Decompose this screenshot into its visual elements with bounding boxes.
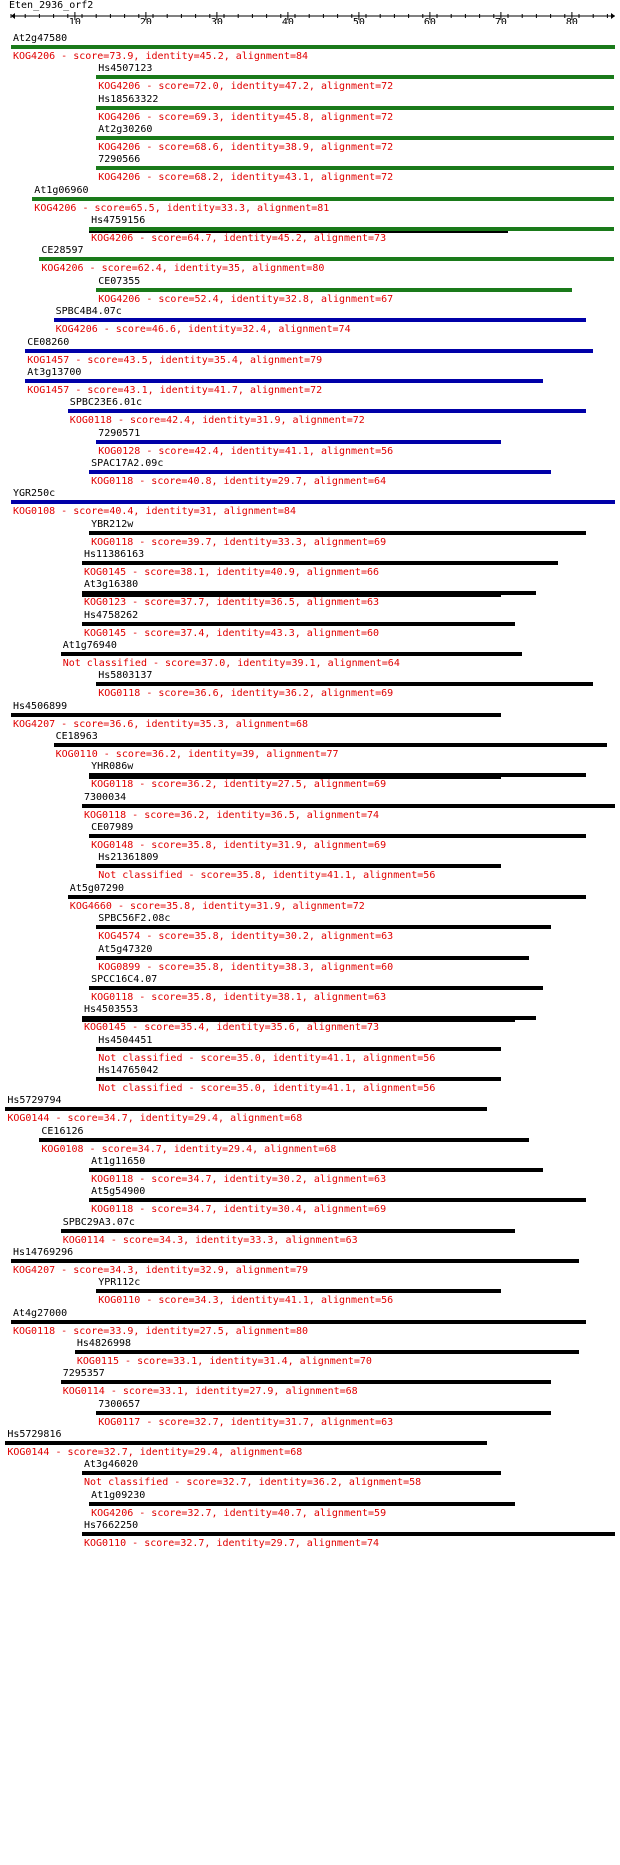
hit-details: KOG4206 - score=32.7, identity=40.7, alignment=59 xyxy=(91,1507,387,1519)
alignment-bar[interactable] xyxy=(89,834,586,838)
ruler-tick-label: 80 xyxy=(565,17,578,24)
hit-name[interactable]: CE16126 xyxy=(41,1125,84,1137)
hit-details: KOG0145 - score=38.1, identity=40.9, alignment=66 xyxy=(84,566,380,578)
hit-details: KOG1457 - score=43.5, identity=35.4, alignment=79 xyxy=(27,354,323,366)
hit-name[interactable]: CE18963 xyxy=(55,731,98,743)
hit-details: KOG1457 - score=43.1, identity=41.7, alignment=72 xyxy=(27,384,323,396)
hit-details: KOG0118 - score=33.9, identity=27.5, alignment=80 xyxy=(13,1325,309,1337)
hit-details: Not classified - score=37.0, identity=39.1, alignment=64 xyxy=(62,658,400,669)
ruler-tick-label: 60 xyxy=(423,17,436,24)
alignment-bar[interactable] xyxy=(61,1229,515,1233)
hit-name[interactable]: At3g16380 xyxy=(84,579,139,591)
ruler-tick-label: 70 xyxy=(494,17,507,24)
hit-name[interactable]: CE28597 xyxy=(41,245,84,257)
alignment-bar[interactable] xyxy=(25,379,543,383)
hit-details: KOG4206 - score=65.5, identity=33.3, alignment=81 xyxy=(34,202,330,214)
hit-name[interactable]: Hs4503553 xyxy=(84,1004,139,1016)
hit-details: KOG4206 - score=72.0, identity=47.2, alignment=72 xyxy=(98,81,394,93)
position-ruler xyxy=(0,0,620,24)
hit-details: Not classified - score=35.8, identity=41.1, alignment=56 xyxy=(98,870,436,882)
hit-details: KOG0114 - score=33.1, identity=27.9, alignment=68 xyxy=(62,1386,358,1398)
hit-name[interactable]: At2g47580 xyxy=(13,33,68,44)
ruler-tick-label: 40 xyxy=(281,17,294,24)
hit-name[interactable]: At1g76940 xyxy=(62,640,117,651)
alignment-bar[interactable] xyxy=(39,1138,529,1142)
alignment-bar[interactable] xyxy=(75,1350,579,1354)
hit-name[interactable]: Hs4507123 xyxy=(98,63,153,75)
hit-name[interactable]: Hs18563322 xyxy=(98,93,159,105)
hit-details: KOG4574 - score=35.8, identity=30.2, alignment=63 xyxy=(98,931,394,943)
hit-name[interactable]: CE07355 xyxy=(98,275,141,287)
hit-name[interactable]: YBR212w xyxy=(91,518,134,530)
hit-name[interactable]: Hs14765042 xyxy=(98,1064,159,1076)
alignment-bar[interactable] xyxy=(89,470,551,474)
hit-details: KOG4206 - score=46.6, identity=32.4, alignment=74 xyxy=(55,324,351,336)
alignment-bar[interactable] xyxy=(82,1532,615,1536)
hit-name[interactable]: At5g47320 xyxy=(98,943,153,955)
hit-name[interactable]: At1g06960 xyxy=(34,184,89,196)
hit-details: KOG0148 - score=35.8, identity=31.9, alignment=69 xyxy=(91,840,387,852)
alignment-bar[interactable] xyxy=(5,1107,486,1111)
hit-name[interactable]: Hs21361809 xyxy=(98,852,159,864)
hit-name[interactable]: At5g54900 xyxy=(91,1186,146,1198)
alignment-bar[interactable] xyxy=(96,75,614,79)
alignment-bar[interactable] xyxy=(54,318,587,322)
hit-details: KOG0123 - score=37.7, identity=36.5, alignment=63 xyxy=(84,597,380,609)
alignment-bar[interactable] xyxy=(96,288,572,292)
hit-name[interactable]: YPR112c xyxy=(98,1277,141,1289)
hit-name[interactable]: YGR250c xyxy=(13,488,56,500)
hit-details: KOG0145 - score=35.4, identity=35.6, alignment=73 xyxy=(84,1022,380,1034)
hit-details: KOG0118 - score=36.2, identity=27.5, alignment=69 xyxy=(91,779,387,791)
hit-name[interactable]: At3g46020 xyxy=(84,1459,139,1471)
hit-details: KOG0108 - score=40.4, identity=31, alignment=84 xyxy=(13,506,296,518)
alignment-bar[interactable] xyxy=(96,1411,550,1415)
alignment-bar[interactable] xyxy=(11,500,615,504)
hit-name[interactable]: At5g07290 xyxy=(69,882,124,894)
hit-name[interactable]: Hs5729816 xyxy=(7,1429,62,1441)
ruler-right-arrow-icon xyxy=(611,13,615,19)
alignment-bar[interactable] xyxy=(39,257,614,261)
hit-details: KOG0128 - score=42.4, identity=41.1, alignment=56 xyxy=(98,445,394,457)
hit-name[interactable]: Hs4506899 xyxy=(13,700,68,712)
alignment-bar[interactable] xyxy=(5,1441,486,1445)
hit-details: KOG4660 - score=35.8, identity=31.9, alignment=72 xyxy=(69,900,365,912)
hit-details: KOG0899 - score=35.8, identity=38.3, alignment=60 xyxy=(98,961,394,973)
hit-name[interactable]: Hs5729794 xyxy=(7,1095,62,1107)
hit-name[interactable]: At4g27000 xyxy=(13,1307,68,1319)
alignment-bar[interactable] xyxy=(89,531,586,535)
hit-details: KOG0117 - score=32.7, identity=31.7, alignment=63 xyxy=(98,1416,394,1428)
ruler-tick-label: 30 xyxy=(210,17,223,24)
alignment-bar[interactable] xyxy=(61,652,523,656)
alignment-bar[interactable] xyxy=(96,682,593,686)
alignment-bar[interactable] xyxy=(96,864,501,868)
hit-name[interactable]: SPCC16C4.07 xyxy=(91,973,158,985)
hit-name[interactable]: YHR086w xyxy=(91,761,134,773)
alignment-bar[interactable] xyxy=(54,743,608,747)
alignment-bar[interactable] xyxy=(96,1077,501,1081)
hit-details: KOG0118 - score=36.2, identity=36.5, alignment=74 xyxy=(84,809,380,821)
hit-details: KOG4206 - score=73.9, identity=45.2, alignment=84 xyxy=(13,51,309,62)
alignment-bar[interactable] xyxy=(96,956,529,960)
hit-details: KOG0144 - score=32.7, identity=29.4, alignment=68 xyxy=(7,1447,303,1459)
hit-name[interactable]: Hs5803137 xyxy=(98,670,153,682)
hit-details: KOG4206 - score=69.3, identity=45.8, alignment=72 xyxy=(98,111,394,123)
hit-details: KOG0118 - score=34.7, identity=30.2, alignment=63 xyxy=(91,1173,387,1185)
hit-name[interactable]: At3g13700 xyxy=(27,366,82,378)
hit-details: KOG0108 - score=34.7, identity=29.4, alignment=68 xyxy=(41,1143,337,1155)
alignment-bar[interactable] xyxy=(89,1168,543,1172)
hit-name[interactable]: Hs4759156 xyxy=(91,215,146,227)
alignment-bar[interactable] xyxy=(82,1471,501,1475)
hit-details: Not classified - score=35.0, identity=41.1, alignment=56 xyxy=(98,1082,436,1094)
hit-name[interactable]: At1g11650 xyxy=(91,1155,146,1167)
hit-name[interactable]: SPBC56F2.08c xyxy=(98,913,171,925)
hit-name[interactable]: CE08260 xyxy=(27,336,70,348)
hit-details: KOG0114 - score=34.3, identity=33.3, alignment=63 xyxy=(62,1234,358,1246)
hit-details: KOG4206 - score=52.4, identity=32.8, alignment=67 xyxy=(98,293,394,305)
hit-name[interactable]: Hs4758262 xyxy=(84,609,139,621)
alignment-bar[interactable] xyxy=(89,1502,515,1506)
alignment-bar[interactable] xyxy=(68,409,586,413)
hit-name[interactable]: At2g30260 xyxy=(98,124,153,136)
hit-details: KOG0118 - score=40.8, identity=29.7, alignment=64 xyxy=(91,475,387,487)
hit-details: Not classified - score=35.0, identity=41.1, alignment=56 xyxy=(98,1052,436,1064)
hit-details: KOG4206 - score=64.7, identity=45.2, alignment=73 xyxy=(91,233,387,245)
ruler-tick-label: 10 xyxy=(68,17,81,24)
query-title: Eten_2936_orf2 xyxy=(9,0,94,11)
alignment-bar[interactable] xyxy=(11,713,501,717)
hit-name[interactable]: 7290571 xyxy=(98,427,141,439)
hit-details: KOG0118 - score=34.7, identity=30.4, alignment=69 xyxy=(91,1204,387,1216)
alignment-bar[interactable] xyxy=(96,1289,501,1293)
alignment-bar[interactable] xyxy=(96,166,614,170)
hit-details: KOG0145 - score=37.4, identity=43.3, alignment=60 xyxy=(84,627,380,639)
alignment-bar[interactable] xyxy=(89,986,543,990)
hit-details: KOG4206 - score=62.4, identity=35, alignment=80 xyxy=(41,263,325,275)
alignment-bar[interactable] xyxy=(96,1047,501,1051)
hit-details: KOG0115 - score=33.1, identity=31.4, alignment=70 xyxy=(76,1356,372,1368)
ruler-left-arrow-icon xyxy=(11,13,15,19)
hit-name[interactable]: 7295357 xyxy=(62,1368,105,1380)
hit-name[interactable]: Hs11386163 xyxy=(84,548,145,560)
hit-name[interactable]: Hs7662250 xyxy=(84,1520,139,1532)
alignment-bar[interactable] xyxy=(89,1198,586,1202)
hit-details: KOG4207 - score=36.6, identity=35.3, alignment=68 xyxy=(13,718,309,730)
ruler-tick-label: 20 xyxy=(139,17,152,24)
hit-details: KOG0110 - score=32.7, identity=29.7, alignment=74 xyxy=(84,1538,380,1550)
alignment-bar[interactable] xyxy=(68,895,586,899)
ruler-tick-label: 50 xyxy=(352,17,365,24)
hit-name[interactable]: CE07989 xyxy=(91,822,134,834)
hit-details: KOG0118 - score=39.7, identity=33.3, alignment=69 xyxy=(91,536,387,548)
alignment-bar[interactable] xyxy=(61,1380,551,1384)
alignment-bar[interactable] xyxy=(25,349,593,353)
alignment-bar[interactable] xyxy=(82,622,515,626)
hit-name[interactable]: Hs4504451 xyxy=(98,1034,153,1046)
alignment-bar[interactable] xyxy=(32,197,614,201)
hit-name[interactable]: 7290566 xyxy=(98,154,141,166)
hit-name[interactable]: At1g09230 xyxy=(91,1489,146,1501)
hit-details: KOG4206 - score=68.6, identity=38.9, alignment=72 xyxy=(98,142,394,154)
hit-name[interactable]: SPBC29A3.07c xyxy=(62,1216,135,1228)
hit-name[interactable]: SPAC17A2.09c xyxy=(91,457,164,469)
alignment-bar[interactable] xyxy=(96,136,614,140)
alignment-bar[interactable] xyxy=(11,1259,579,1263)
hit-name[interactable]: 7300657 xyxy=(98,1398,141,1410)
hit-details: KOG0110 - score=36.2, identity=39, alignment=77 xyxy=(55,749,339,761)
hit-details: KOG4207 - score=34.3, identity=32.9, alignment=79 xyxy=(13,1265,309,1276)
hit-details: KOG4206 - score=68.2, identity=43.1, alignment=72 xyxy=(98,172,394,184)
alignment-bar[interactable] xyxy=(11,1320,586,1324)
hit-details: KOG0118 - score=36.6, identity=36.2, alignment=69 xyxy=(98,688,394,700)
hit-name[interactable]: Hs14769296 xyxy=(13,1247,74,1258)
hit-name[interactable]: Hs4826998 xyxy=(76,1338,132,1350)
hit-details: KOG0118 - score=35.8, identity=38.1, alignment=63 xyxy=(91,991,387,1003)
alignment-bar[interactable] xyxy=(96,440,501,444)
hit-name[interactable]: 7300034 xyxy=(84,791,127,803)
alignment-bar[interactable] xyxy=(82,561,558,565)
hit-details: KOG0144 - score=34.7, identity=29.4, alignment=68 xyxy=(7,1113,303,1125)
alignment-bar[interactable] xyxy=(96,106,614,110)
hit-name[interactable]: SPBC4B4.07c xyxy=(55,306,122,318)
hit-details: KOG0110 - score=34.3, identity=41.1, alignment=56 xyxy=(98,1295,394,1307)
hit-name[interactable]: SPBC23E6.01c xyxy=(69,397,143,409)
alignment-bar[interactable] xyxy=(96,925,550,929)
alignment-bar[interactable] xyxy=(11,45,615,49)
hit-details: KOG0118 - score=42.4, identity=31.9, alignment=72 xyxy=(69,415,365,427)
hit-details: Not classified - score=32.7, identity=36.2, alignment=58 xyxy=(84,1477,422,1489)
alignment-bar[interactable] xyxy=(82,804,615,808)
